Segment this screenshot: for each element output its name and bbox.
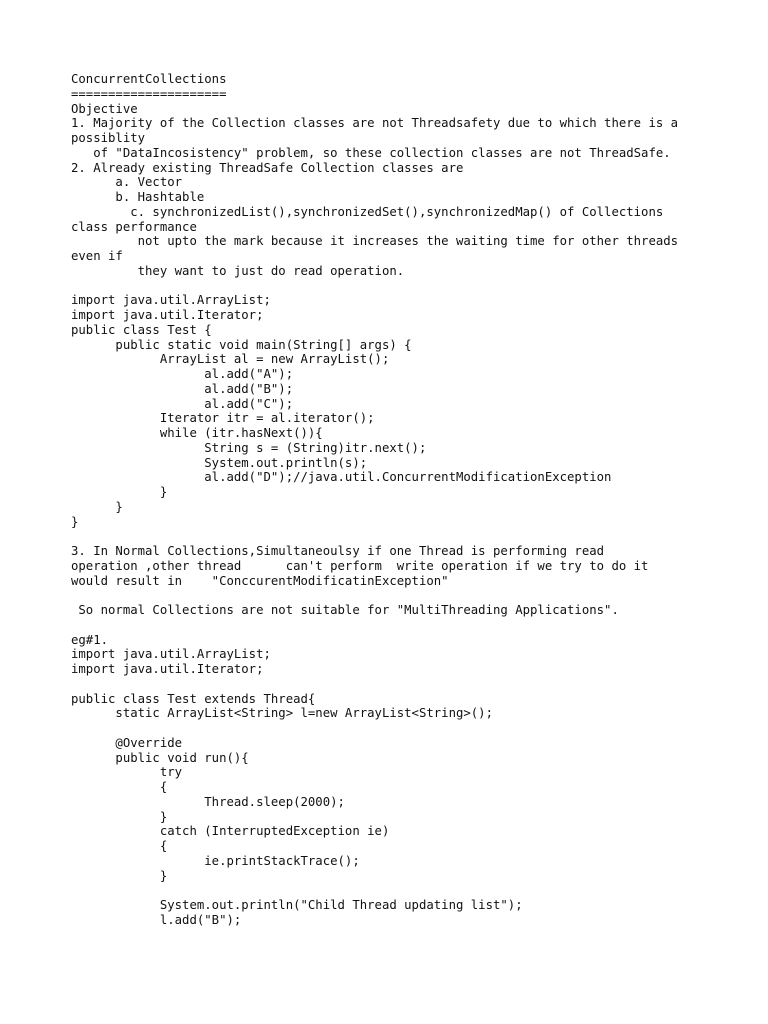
text-line: possiblity bbox=[71, 131, 146, 145]
text-line: { bbox=[71, 839, 168, 853]
text-line: even if bbox=[71, 249, 123, 263]
text-line: import java.util.ArrayList; bbox=[71, 293, 271, 308]
text-line: } bbox=[71, 809, 168, 824]
text-line: Thread.sleep(2000); bbox=[71, 794, 345, 809]
text-line: l.add("B"); bbox=[71, 912, 242, 927]
text-line: al.add("B"); bbox=[71, 381, 294, 396]
text-line: while (itr.hasNext()){ bbox=[71, 426, 323, 440]
text-line bbox=[71, 279, 751, 294]
text-line: import java.util.Iterator; bbox=[71, 662, 264, 676]
text-line: @Override bbox=[71, 735, 183, 750]
text-line: b. Hashtable bbox=[71, 190, 205, 204]
text-line: { bbox=[71, 780, 168, 794]
text-line: ie.printStackTrace(); bbox=[71, 853, 360, 868]
text-line: ArrayList al = new ArrayList(); bbox=[71, 352, 390, 367]
text-line: al.add("C"); bbox=[71, 396, 294, 411]
text-line: they want to just do read operation. bbox=[71, 263, 405, 278]
text-line bbox=[71, 529, 751, 544]
text-line: public static void main(String[] args) { bbox=[71, 337, 412, 352]
text-line bbox=[71, 618, 751, 633]
text-line: } bbox=[71, 499, 123, 514]
text-line: 1. Majority of the Collection classes are not Threadsafety due to which there is a bbox=[71, 116, 679, 131]
text-line: public class Test extends Thread{ bbox=[71, 691, 316, 706]
text-line bbox=[71, 588, 751, 603]
text-line: public class Test { bbox=[71, 322, 212, 337]
text-line: would result in "ConccurentModificatinException" bbox=[71, 573, 449, 588]
text-line: static ArrayList<String> l=new ArrayList<String>(); bbox=[71, 706, 493, 721]
text-line: al.add("A"); bbox=[71, 367, 294, 381]
text-line: try bbox=[71, 765, 183, 780]
text-line: So normal Collections are not suitable for "MultiThreading Applications". bbox=[71, 603, 619, 617]
text-line: System.out.println(s); bbox=[71, 455, 368, 470]
text-line: import java.util.ArrayList; bbox=[71, 647, 271, 662]
text-line bbox=[71, 721, 751, 736]
text-line: ConcurrentCollections bbox=[71, 72, 227, 86]
document-page bbox=[71, 72, 751, 928]
text-line: 2. Already existing ThreadSafe Collection classes are bbox=[71, 160, 464, 175]
text-line: al.add("D");//java.util.ConcurrentModificationException bbox=[71, 470, 612, 485]
text-line: of "DataIncosistency" problem, so these collection classes are not ThreadSafe. bbox=[71, 145, 671, 160]
text-line: Objective bbox=[71, 101, 138, 116]
text-line: } bbox=[71, 485, 168, 499]
text-line: String s = (String)itr.next(); bbox=[71, 440, 427, 455]
text-line: a. Vector bbox=[71, 175, 183, 190]
text-line: c. synchronizedList(),synchronizedSet(),synchronizedMap() of Collections bbox=[71, 204, 664, 219]
text-line: operation ,other thread can't perform write operation if we try to do it bbox=[71, 558, 649, 573]
text-line: import java.util.Iterator; bbox=[71, 308, 264, 322]
text-line: Iterator itr = al.iterator(); bbox=[71, 411, 375, 426]
text-line: System.out.println("Child Thread updating list"); bbox=[71, 898, 523, 912]
text-line: } bbox=[71, 514, 79, 529]
text-line: ===================== bbox=[71, 86, 227, 101]
text-line: } bbox=[71, 868, 168, 883]
text-line bbox=[71, 883, 751, 898]
text-line bbox=[71, 677, 751, 692]
text-line: eg#1. bbox=[71, 632, 109, 647]
text-line: catch (InterruptedException ie) bbox=[71, 824, 390, 839]
text-line: public void run(){ bbox=[71, 750, 249, 765]
text-line: class performance bbox=[71, 219, 197, 234]
text-line: not upto the mark because it increases the waiting time for other threads bbox=[71, 234, 679, 249]
text-line: 3. In Normal Collections,Simultaneoulsy if one Thread is performing read bbox=[71, 544, 605, 558]
